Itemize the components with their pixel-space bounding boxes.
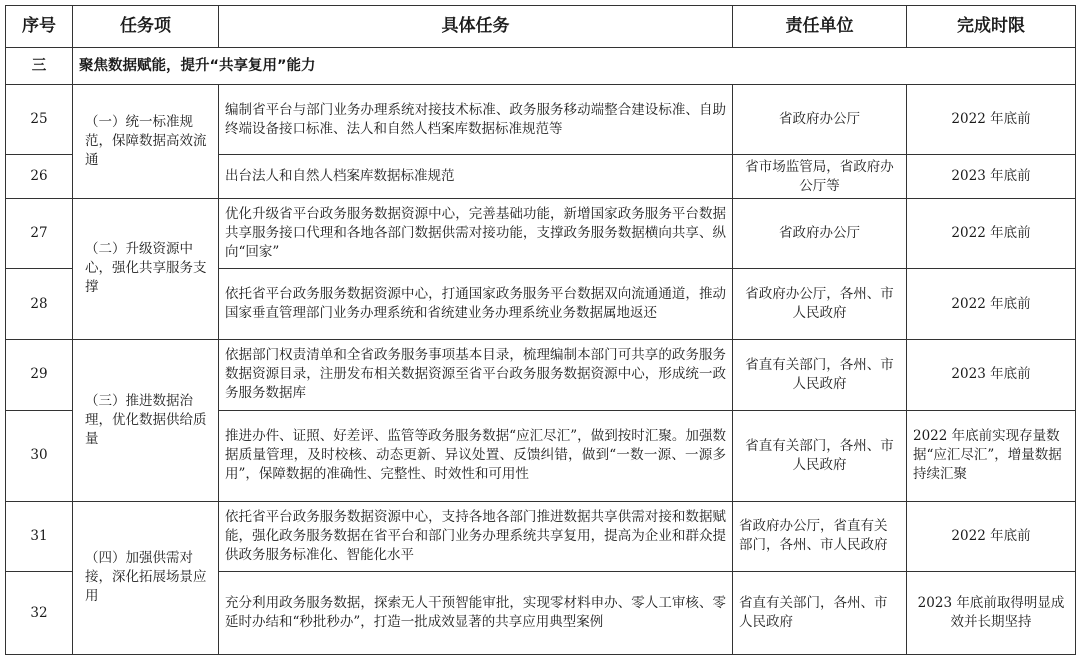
task-table-page — [5, 5, 1075, 655]
header-row — [6, 6, 1076, 48]
table-row — [6, 340, 1076, 411]
row-number: 26 — [6, 155, 73, 198]
task-item-group: （二）升级资源中心，强化共享服务支撑 — [73, 198, 219, 339]
responsible-unit: 省直有关部门，各州、市人民政府 — [733, 340, 907, 411]
responsible-unit: 省市场监管局，省政府办公厅等 — [733, 155, 907, 198]
responsible-unit: 省直有关部门，各州、市人民政府 — [733, 410, 907, 501]
row-number: 30 — [6, 410, 73, 501]
responsible-unit: 省政府办公厅 — [733, 84, 907, 155]
responsible-unit: 省政府办公厅，各州、市人民政府 — [733, 269, 907, 340]
table-row — [6, 501, 1076, 572]
task-description: 依托省平台政务服务数据资源中心，打通国家政务服务平台数据双向流通通道，推动国家垂直管理部门业务办理系统和省统建业务办理系统业务数据属地返还 — [219, 269, 733, 340]
task-description: 依据部门权责清单和全省政务服务事项基本目录，梳理编制本部门可共享的政务服务数据资源目录，注册发布相关数据资源至省平台政务服务数据资源中心，形成统一政务服务数据库 — [219, 340, 733, 411]
section-number: 三 — [6, 48, 73, 84]
deadline: 2022 年底前 — [907, 198, 1076, 269]
header-item: 任务项 — [73, 6, 219, 48]
section-title: 聚焦数据赋能，提升“共享复用”能力 — [73, 48, 1076, 84]
task-item-group: （四）加强供需对接，深化拓展场景应用 — [73, 501, 219, 655]
table-row — [6, 198, 1076, 269]
task-description: 依托省平台政务服务数据资源中心，支持各地各部门推进数据共享供需对接和数据赋能，强化政务服务数据在省平台和部门业务办理系统共享复用，提高为企业和群众提供政务服务标准化、智能化水平 — [219, 501, 733, 572]
row-number: 27 — [6, 198, 73, 269]
task-item-group: （三）推进数据治理，优化数据供给质量 — [73, 340, 219, 501]
table-row — [6, 84, 1076, 155]
header-seq: 序号 — [6, 6, 73, 48]
deadline: 2022 年底前 — [907, 84, 1076, 155]
task-description: 推进办件、证照、好差评、监管等政务服务数据“应汇尽汇”，做到按时汇聚。加强数据质量管理，及时校核、动态更新、异议处置、反馈纠错，做到“一数一源、一源多用”，保障数据的准确性、完整性、时效性和可用性 — [219, 410, 733, 501]
header-task: 具体任务 — [219, 6, 733, 48]
deadline: 2022 年底前实现存量数据“应汇尽汇”，增量数据持续汇聚 — [907, 410, 1076, 501]
task-description: 充分利用政务服务数据，探索无人干预智能审批，实现零材料申办、零人工审核、零延时办结和“秒批秒办”，打造一批成效显著的共享应用典型案例 — [219, 572, 733, 655]
section-row — [6, 48, 1076, 84]
header-deadline: 完成时限 — [907, 6, 1076, 48]
header-unit: 责任单位 — [733, 6, 907, 48]
deadline: 2023 年底前 — [907, 155, 1076, 198]
responsible-unit: 省政府办公厅 — [733, 198, 907, 269]
row-number: 29 — [6, 340, 73, 411]
deadline: 2022 年底前 — [907, 501, 1076, 572]
task-description: 优化升级省平台政务服务数据资源中心，完善基础功能，新增国家政务服务平台数据共享服务接口代理和各地各部门数据供需对接功能，支撑政务服务数据横向共享、纵向“回家” — [219, 198, 733, 269]
row-number: 32 — [6, 572, 73, 655]
responsible-unit: 省直有关部门，各州、市人民政府 — [733, 572, 907, 655]
row-number: 31 — [6, 501, 73, 572]
task-description: 编制省平台与部门业务办理系统对接技术标准、政务服务移动端整合建设标准、自助终端设备接口标准、法人和自然人档案库数据标准规范等 — [219, 84, 733, 155]
responsible-unit: 省政府办公厅，省直有关部门，各州、市人民政府 — [733, 501, 907, 572]
row-number: 25 — [6, 84, 73, 155]
task-table — [5, 5, 1076, 655]
deadline: 2023 年底前 — [907, 340, 1076, 411]
deadline: 2023 年底前取得明显成效并长期坚持 — [907, 572, 1076, 655]
deadline: 2022 年底前 — [907, 269, 1076, 340]
row-number: 28 — [6, 269, 73, 340]
task-description: 出台法人和自然人档案库数据标准规范 — [219, 155, 733, 198]
task-item-group: （一）统一标准规范，保障数据高效流通 — [73, 84, 219, 198]
